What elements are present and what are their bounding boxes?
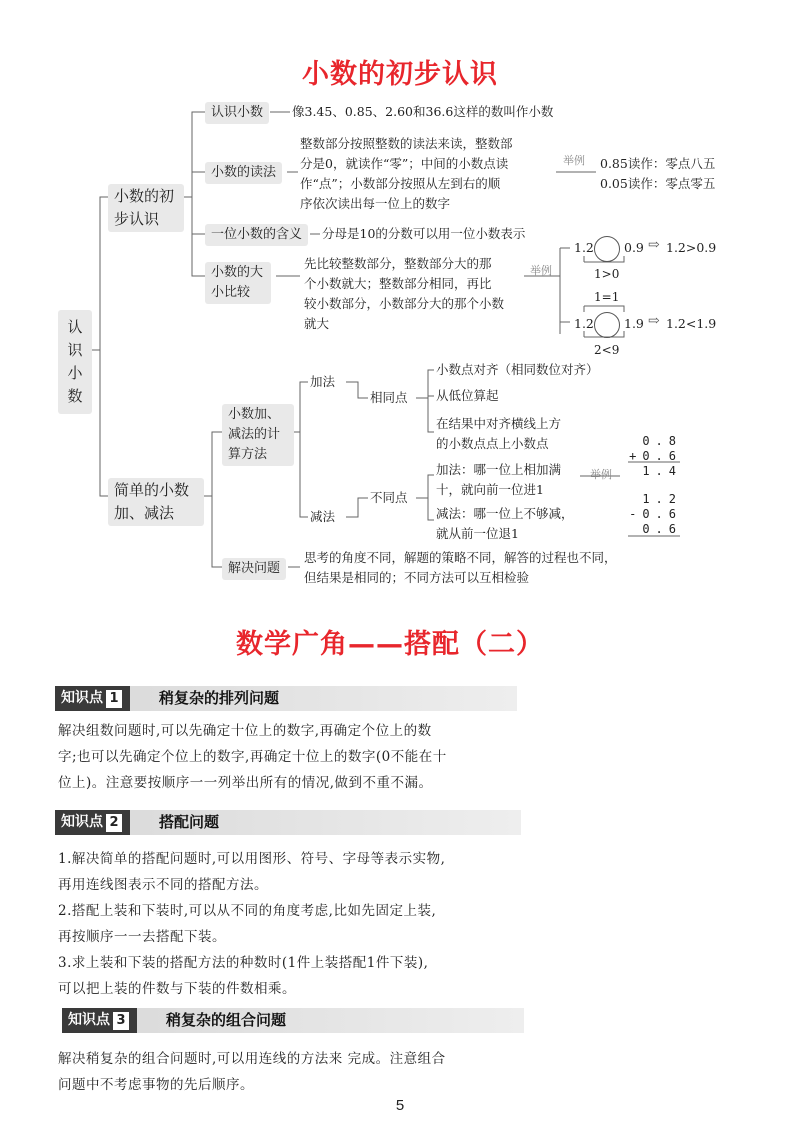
- knowledge-header-3: [62, 1008, 524, 1033]
- knowledge-tag: 知识点 1: [55, 686, 130, 711]
- knowledge-body-1: 解决组数问题时,可以先确定十位上的数字,再确定个位上的数 字;也可以先确定个位上的数字,再确定十位上的数字(0不能在十 位上)。注意要按顺序一一列举出所有的情况,做到不重不漏。: [58, 723, 447, 791]
- knowledge-body-2: 1.解决简单的搭配问题时,可以用图形、符号、字母等表示实物, 再用连线图表示不同的搭配方法。 2.搭配上装和下装时,可以从不同的角度考虑,比如先固定上装, 再按顺序一一去搭配下装。 3.求上装和下装的搭配方法的种数时(1件上装搭配1件下装), 可以把上装的件数与下装的件数相乘。: [58, 851, 446, 997]
- section-title-combinations: 数学广角——搭配（二）: [236, 629, 544, 660]
- cmp1-result: 1.2>0.9: [666, 240, 717, 255]
- cmp2-note-top: 1=1: [594, 290, 620, 304]
- compare-decimals-desc: 先比较整数部分，整数部分大的那 个小数就大；整数部分相同，再比 较小数部分，小数部分大的那个小数 就大: [304, 256, 505, 331]
- node-problem-solving: 解决问题: [222, 558, 286, 580]
- node-recognize-decimals: 认识小数: [205, 102, 269, 124]
- example-tag-compare: 举例: [530, 264, 552, 277]
- example-tag-calc: 举例: [590, 468, 612, 481]
- diff-subtraction: 减法：哪一位上不够减， 就从前一位退1: [436, 506, 574, 541]
- cmp2-left: 1.2: [574, 316, 594, 331]
- knowledge-header-2: [55, 810, 521, 835]
- cmp1-note: 1>0: [594, 267, 620, 281]
- label-differences: 不同点: [370, 490, 408, 505]
- branch-decimal-add-sub: 简单的小数加、减法: [108, 478, 204, 526]
- problem-solving-desc: 思考的角度不同，解题的策略不同，解答的过程也不同， 但结果是相同的；不同方法可以互相检验: [304, 550, 617, 585]
- node-one-digit-decimal-meaning: 一位小数的含义: [205, 224, 308, 246]
- knowledge-body-3: 解决稍复杂的组合问题时,可以用连线的方法来 完成。注意组合 问题中不考虑事物的先后顺序。: [58, 1051, 446, 1093]
- same-item-1: 小数点对齐（相同数位对齐）: [436, 362, 599, 377]
- compare-circle-icon: [594, 236, 620, 262]
- cmp1-right: 0.9: [624, 240, 644, 255]
- knowledge-title: 稍复杂的排列问题: [159, 689, 280, 707]
- node-add-sub-method: 小数加、减法的计算方法: [222, 404, 294, 466]
- reading-examples: 0.85读作：零点八五 0.05读作：零点零五: [600, 156, 716, 191]
- cmp2-note-bottom: 2<9: [594, 343, 620, 357]
- cmp2-right: 1.9: [624, 316, 644, 331]
- section-title-decimals: 小数的初步认识: [302, 59, 498, 90]
- page-number: 5: [395, 1097, 405, 1114]
- same-item-2: 从低位算起: [436, 388, 499, 403]
- diff-addition: 加法：哪一位上相加满 十，就向前一位进1: [436, 462, 562, 497]
- recognize-decimals-desc: 像3.45、0.85、2.60和36.6这样的数叫作小数: [292, 104, 554, 119]
- arrow-right-icon: ⇨: [648, 237, 660, 253]
- example-tag-reading: 举例: [563, 154, 585, 167]
- tree-root-node: 认识小数: [58, 310, 92, 414]
- branch-recognize-decimals: 小数的初步认识: [108, 184, 184, 232]
- knowledge-tag: 知识点 3: [62, 1008, 137, 1033]
- reading-decimals-desc: 整数部分按照整数的读法来读，整数部 分是0，就读作“零”；中间的小数点读 作“点”；小数部分按照从左到右的顺 序依次读出每一位上的数字: [300, 136, 513, 211]
- knowledge-title: 稍复杂的组合问题: [166, 1011, 287, 1029]
- node-compare-decimals: 小数的大小比较: [205, 262, 271, 304]
- cmp1-left: 1.2: [574, 240, 594, 255]
- knowledge-title: 搭配问题: [159, 813, 220, 831]
- label-addition: 加法: [310, 374, 336, 389]
- calc-addition: 0.8 +0.6 1.4: [629, 434, 682, 478]
- knowledge-header-1: [55, 686, 517, 711]
- calc-subtraction: 1.2 -0.6 0.6: [629, 492, 682, 536]
- label-similarities: 相同点: [370, 390, 408, 405]
- compare-circle-icon: [594, 312, 620, 338]
- knowledge-tag: 知识点 2: [55, 810, 130, 835]
- cmp2-result: 1.2<1.9: [666, 316, 717, 331]
- node-reading-decimals: 小数的读法: [205, 162, 282, 184]
- same-item-3: 在结果中对齐横线上方 的小数点点上小数点: [436, 416, 562, 451]
- one-digit-decimal-desc: 分母是10的分数可以用一位小数表示: [322, 226, 526, 241]
- label-subtraction: 减法: [310, 509, 336, 524]
- arrow-right-icon: ⇨: [648, 313, 660, 329]
